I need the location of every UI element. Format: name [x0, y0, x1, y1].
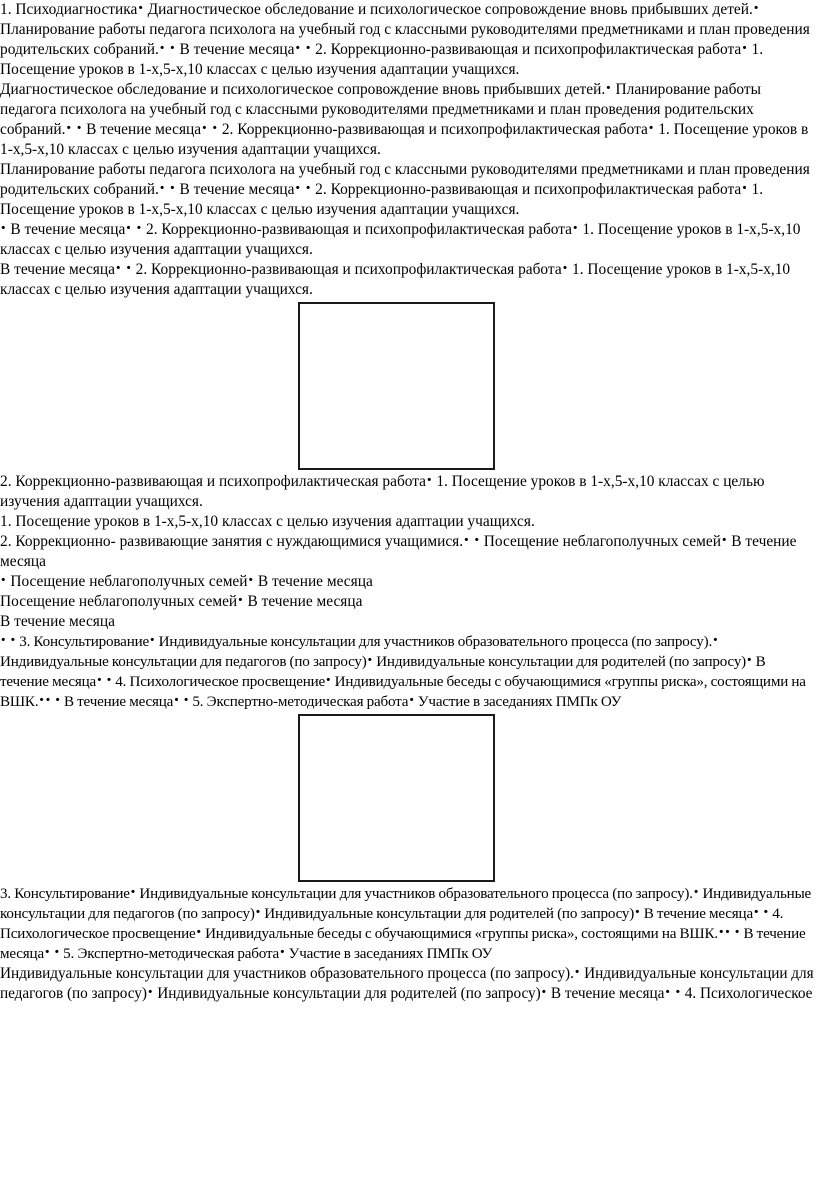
bullet-icon: •: [0, 221, 7, 235]
paragraph-9: • Посещение неблагополучных семей• В течение месяца: [0, 573, 373, 590]
bullet-icon: •: [664, 985, 671, 999]
bullet-icon: •: [201, 121, 208, 135]
bullet-icon: •: [733, 925, 741, 939]
bullet-icon: •: [0, 633, 7, 647]
bullet-icon: •: [572, 221, 579, 235]
bullet-icon: •: [692, 885, 700, 899]
bullet-icon: •: [294, 41, 301, 55]
bullet-icon: •: [304, 181, 312, 195]
bullet-icon: •: [211, 121, 218, 135]
paragraph-3: Планирование работы педагога психолога на учебный год с классными руководителями предметниками и план проведения родительских собраний.• • В течение месяца• • 2. Коррекционно-развивающая и психопрофилактическая работа• 1. Посещение уроков в 1-х,5-х,10 классах с целью изучения адаптации учащихся.: [0, 161, 810, 218]
bullet-icon: •: [712, 633, 719, 647]
bullet-icon: •: [54, 693, 61, 707]
bullet-icon: •: [158, 41, 166, 55]
bullet-icon: •: [158, 181, 166, 195]
paragraph-13: 3. Консультирование• Индивидуальные консультации для участников образовательного процесса (по запросу).• Индивидуальные консультации для педагогов (по запросу)• Индивидуальные консультации для родителей (по запросу)• В течение месяца• • 4. Психологическое просвещение• Индивидуальные беседы с обучающимися «группы риска», состоящими на ВШК.•• • В течение месяца• • 5. Экспертно-методическая работа• Участие в заседаниях ПМПк ОУ: [0, 885, 812, 962]
bullet-icon: •: [137, 1, 144, 15]
bullet-icon: •: [125, 261, 132, 275]
bullet-icon: •: [720, 533, 728, 547]
bullet-icon: •: [44, 693, 52, 707]
bullet-icon: •: [279, 945, 286, 959]
bullet-icon: •: [304, 41, 312, 55]
bullet-icon: •: [9, 633, 16, 647]
figure-placeholder-box-2: [298, 714, 495, 882]
bullet-icon: •: [366, 653, 373, 667]
paragraph-4: • В течение месяца• • 2. Коррекционно-развивающая и психопрофилактическая работа• 1. Посещение уроков в 1-х,5-х,10 классах с целью изучения адаптации учащихся.: [0, 221, 801, 258]
bullet-icon: •: [634, 905, 641, 919]
bullet-icon: •: [129, 885, 137, 899]
bullet-icon: •: [114, 261, 122, 275]
bullet-icon: •: [75, 121, 83, 135]
bullet-icon: •: [746, 653, 753, 667]
paragraph-6: 2. Коррекционно-развивающая и психопрофилактическая работа• 1. Посещение уроков в 1-х,5-х,10 классах с целью изучения адаптации учащихся.: [0, 473, 765, 510]
bullet-icon: •: [237, 593, 244, 607]
paragraph-7: 1. Посещение уроков в 1-х,5-х,10 классах с целью изучения адаптации учащихся.: [0, 513, 535, 530]
bullet-icon: •: [717, 925, 725, 939]
bullet-icon: •: [38, 693, 45, 707]
paragraph-5: В течение месяца• • 2. Коррекционно-развивающая и психопрофилактическая работа• 1. Посещение уроков в 1-х,5-х,10 классах с целью изучения адаптации учащихся.: [0, 261, 791, 298]
paragraph-8: 2. Коррекционно- развивающие занятия с нуждающимися учащимися.• • Посещение неблагополучных семей• В течение месяца: [0, 533, 797, 570]
paragraph-11: В течение месяца: [0, 613, 115, 630]
bullet-icon: •: [105, 673, 112, 687]
bullet-icon: •: [294, 181, 301, 195]
bullet-icon: •: [169, 181, 176, 195]
bullet-icon: •: [573, 965, 581, 979]
bullet-icon: •: [96, 673, 103, 687]
bullet-icon: •: [65, 121, 72, 135]
bullet-icon: •: [182, 693, 190, 707]
bullet-icon: •: [125, 221, 132, 235]
bullet-icon: •: [724, 925, 731, 939]
bullet-icon: •: [325, 673, 332, 687]
bullet-icon: •: [53, 945, 60, 959]
bullet-icon: •: [741, 181, 748, 195]
bullet-icon: •: [473, 533, 480, 547]
paragraph-10: Посещение неблагополучных семей• В течение месяца: [0, 593, 363, 610]
bullet-icon: •: [463, 533, 470, 547]
bullet-icon: •: [173, 693, 180, 707]
bullet-icon: •: [43, 945, 51, 959]
bullet-icon: •: [752, 905, 760, 919]
bullet-icon: •: [762, 905, 769, 919]
bullet-icon: •: [146, 985, 154, 999]
bullet-icon: •: [741, 41, 748, 55]
paragraph-12: • • 3. Консультирование• Индивидуальные консультации для участников образовательного процесса (по запросу).• Индивидуальные консультации для педагогов (по запросу)• Индивидуальные консультации для родителей (по запросу)• В течение месяца• • 4. Психологическое просвещение• Индивидуальные беседы с обучающимися «группы риска», состоящими на ВШК.•• • В течение месяца• • 5. Экспертно-методическая работа• Участие в заседаниях ПМПк ОУ: [0, 633, 806, 710]
bullet-icon: •: [195, 925, 202, 939]
bullet-icon: •: [408, 693, 415, 707]
bullet-icon: •: [169, 41, 176, 55]
bullet-icon: •: [247, 573, 254, 587]
bullet-icon: •: [149, 633, 156, 647]
bullet-icon: •: [0, 573, 7, 587]
bullet-icon: •: [540, 985, 548, 999]
bullet-icon: •: [647, 121, 655, 135]
bullet-icon: •: [752, 1, 760, 15]
paragraph-14: Индивидуальные консультации для участников образовательного процесса (по запросу).• Индивидуальные консультации для педагогов (по запросу)• Индивидуальные консультации для родителей (по запросу)• В течение месяца• • 4. Психологическое: [0, 965, 814, 1002]
bullet-icon: •: [254, 905, 262, 919]
bullet-icon: •: [561, 261, 569, 275]
bullet-icon: •: [135, 221, 143, 235]
bullet-icon: •: [426, 473, 433, 487]
paragraph-1: 1. Психодиагностика• Диагностическое обследование и психологическое сопровождение вновь прибывших детей.• Планирование работы педагога психолога на учебный год с классными руководителями предметниками и план проведения родительских собраний.• • В течение месяца• • 2. Коррекционно-развивающая и психопрофилактическая работа• 1. Посещение уроков в 1-х,5-х,10 классах с целью изучения адаптации учащихся.: [0, 1, 810, 78]
bullet-icon: •: [605, 81, 612, 95]
bullet-icon: •: [674, 985, 682, 999]
figure-placeholder-box-1: [298, 302, 495, 470]
paragraph-2: Диагностическое обследование и психологическое сопровождение вновь прибывших детей.• Планирование работы педагога психолога на учебный год с классными руководителями предметниками и план проведения родительских собраний.• • В течение месяца• • 2. Коррекционно-развивающая и психопрофилактическая работа• 1. Посещение уроков в 1-х,5-х,10 классах с целью изучения адаптации учащихся.: [0, 81, 809, 158]
